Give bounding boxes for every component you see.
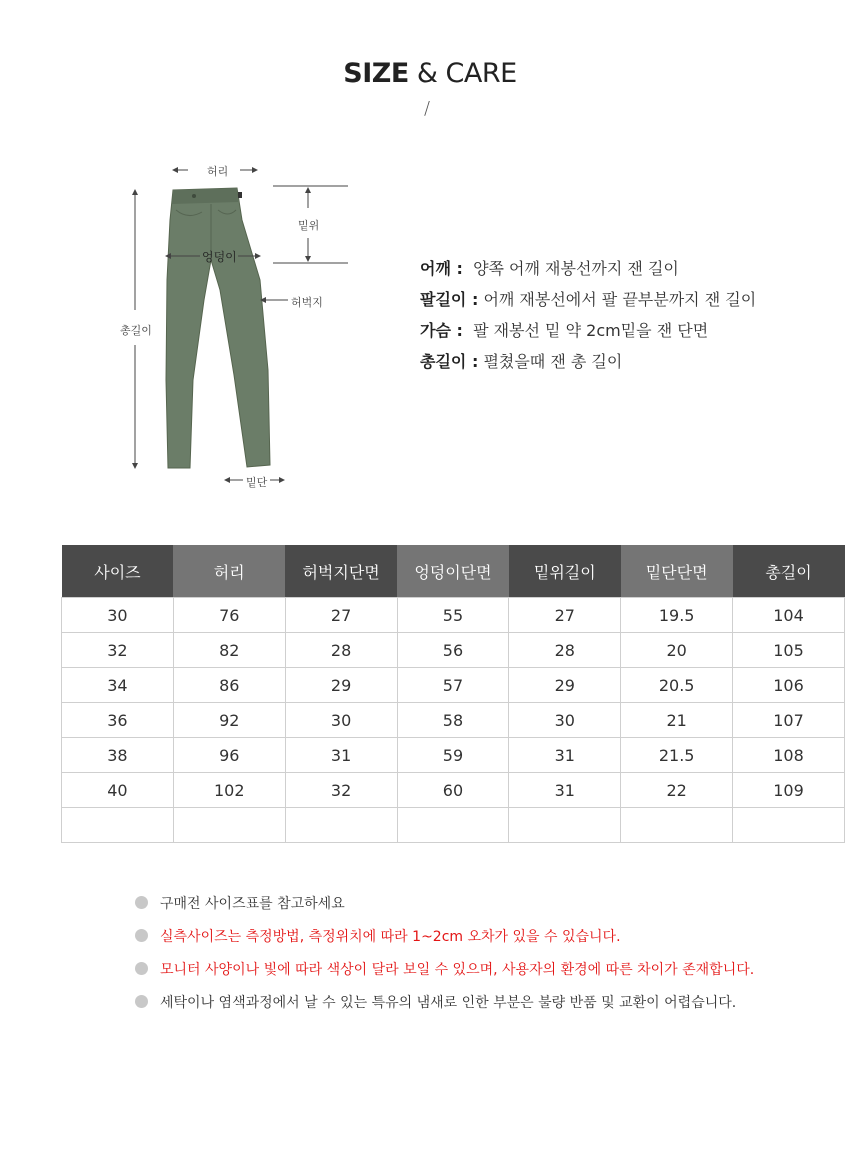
table-cell: 56 [397, 633, 509, 668]
col-header-rise: 밑위길이 [509, 545, 621, 598]
table-cell: 30 [285, 703, 397, 738]
table-cell [509, 808, 621, 843]
table-cell: 32 [285, 773, 397, 808]
legend-desc: 팔 재봉선 밑 약 2cm밑을 잰 단면 [473, 321, 709, 340]
care-notes [135, 893, 754, 1025]
legend-row [420, 287, 756, 318]
care-note-text: 실측사이즈는 측정방법, 측정위치에 따라 1~2cm 오차가 있을 수 있습니다. [160, 929, 621, 945]
table-cell: 107 [733, 703, 845, 738]
page-title [0, 58, 860, 89]
diagram-label-hem: 밑단 [246, 476, 268, 489]
table-cell: 21.5 [621, 738, 733, 773]
legend-desc: 양쪽 어깨 재봉선까지 잰 길이 [473, 259, 679, 278]
table-cell: 29 [509, 668, 621, 703]
col-header-hem: 밑단단면 [621, 545, 733, 598]
table-row [62, 703, 845, 738]
table-row [62, 633, 845, 668]
care-note [135, 992, 754, 1025]
table-cell: 30 [509, 703, 621, 738]
legend-row [420, 256, 756, 287]
size-table [61, 545, 845, 843]
bullet-icon [135, 896, 148, 909]
col-header-length: 총길이 [733, 545, 845, 598]
table-cell: 40 [62, 773, 174, 808]
table-row [62, 668, 845, 703]
legend-desc: 펼쳤을때 잰 총 길이 [483, 352, 623, 371]
legend-term: 어깨 : [420, 259, 463, 278]
bullet-icon [135, 995, 148, 1008]
table-cell: 108 [733, 738, 845, 773]
table-cell [621, 808, 733, 843]
table-cell: 31 [285, 738, 397, 773]
table-row [62, 598, 845, 633]
care-note-text: 세탁이나 염색과정에서 날 수 있는 특유의 냄새로 인한 부분은 불량 반품 및 교환이 어렵습니다. [160, 995, 737, 1011]
legend-term: 가슴 : [420, 321, 463, 340]
col-header-waist: 허리 [173, 545, 285, 598]
legend-row [420, 349, 756, 380]
bullet-icon [135, 929, 148, 942]
col-header-size: 사이즈 [62, 545, 174, 598]
care-note-text: 모니터 사양이나 빛에 따라 색상이 달라 보일 수 있으며, 사용자의 환경에 따른 차이가 존재합니다. [160, 962, 755, 978]
col-header-thigh: 허벅지단면 [285, 545, 397, 598]
table-cell: 20.5 [621, 668, 733, 703]
table-cell: 30 [62, 598, 174, 633]
table-header-row [62, 545, 845, 598]
table-row [62, 773, 845, 808]
table-cell: 105 [733, 633, 845, 668]
table-cell: 109 [733, 773, 845, 808]
table-cell: 82 [173, 633, 285, 668]
table-cell: 60 [397, 773, 509, 808]
table-cell [397, 808, 509, 843]
table-cell [285, 808, 397, 843]
table-cell: 59 [397, 738, 509, 773]
table-cell: 106 [733, 668, 845, 703]
table-cell [173, 808, 285, 843]
care-note [135, 926, 754, 959]
title-bold: SIZE [343, 58, 409, 89]
legend-desc: 어깨 재봉선에서 팔 끝부분까지 잰 길이 [483, 290, 757, 309]
table-cell: 86 [173, 668, 285, 703]
legend-term: 팔길이 : [420, 290, 479, 309]
care-note [135, 893, 754, 926]
diagram-label-waist: 허리 [207, 165, 229, 178]
table-cell: 36 [62, 703, 174, 738]
table-cell: 28 [285, 633, 397, 668]
table-cell: 76 [173, 598, 285, 633]
table-row [62, 808, 845, 843]
diagram-label-total-length: 총길이 [120, 324, 152, 337]
care-note [135, 959, 754, 992]
table-cell [62, 808, 174, 843]
table-cell: 55 [397, 598, 509, 633]
table-cell: 104 [733, 598, 845, 633]
diagram-label-thigh: 허벅지 [291, 296, 323, 309]
legend-row [420, 318, 756, 349]
diagram-label-hip: 엉덩이 [202, 250, 237, 264]
table-cell: 32 [62, 633, 174, 668]
table-cell: 34 [62, 668, 174, 703]
table-cell: 92 [173, 703, 285, 738]
title-divider: / [424, 98, 431, 119]
table-cell: 28 [509, 633, 621, 668]
diagram-label-rise: 밑위 [298, 219, 320, 232]
table-cell: 57 [397, 668, 509, 703]
table-cell: 21 [621, 703, 733, 738]
table-cell: 22 [621, 773, 733, 808]
table-cell: 31 [509, 773, 621, 808]
table-cell: 19.5 [621, 598, 733, 633]
table-cell [733, 808, 845, 843]
table-cell: 31 [509, 738, 621, 773]
table-cell: 58 [397, 703, 509, 738]
care-note-text: 구매전 사이즈표를 참고하세요 [160, 896, 345, 912]
measurement-legend [420, 256, 756, 380]
table-cell: 20 [621, 633, 733, 668]
bullet-icon [135, 962, 148, 975]
table-cell: 27 [509, 598, 621, 633]
legend-term: 총길이 : [420, 352, 479, 371]
table-cell: 27 [285, 598, 397, 633]
title-rest: & CARE [416, 58, 517, 89]
table-row [62, 738, 845, 773]
table-cell: 38 [62, 738, 174, 773]
table-cell: 102 [173, 773, 285, 808]
table-body [62, 598, 845, 843]
measurement-diagram [110, 150, 370, 495]
table-cell: 29 [285, 668, 397, 703]
col-header-hip: 엉덩이단면 [397, 545, 509, 598]
table-cell: 96 [173, 738, 285, 773]
